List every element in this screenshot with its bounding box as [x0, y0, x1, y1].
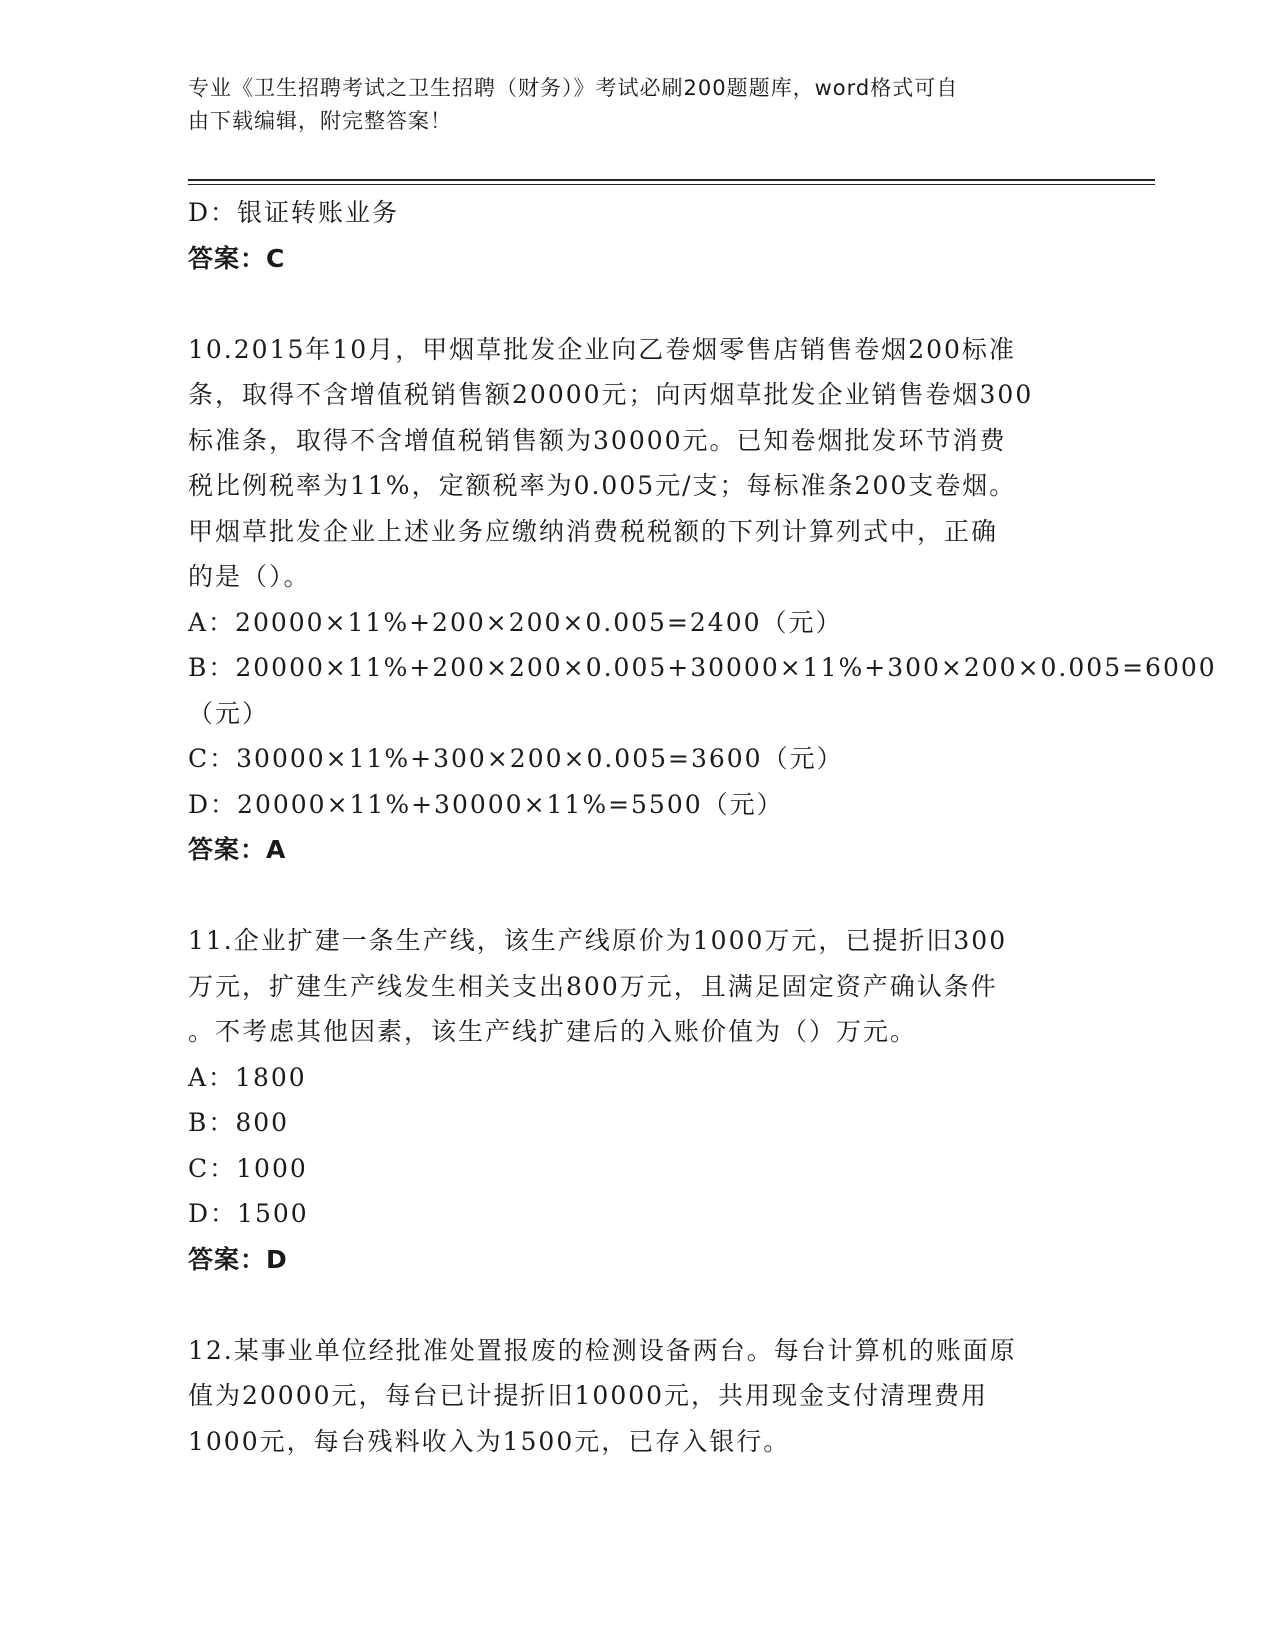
spacer	[188, 1282, 1088, 1328]
q10-option-d: D：20000×11%+30000×11%=5500（元）	[188, 789, 784, 819]
q12-stem-line: 值为20000元，每台已计提折旧10000元，共用现金支付清理费用	[188, 1381, 989, 1410]
header-line-2: 由下载编辑，附完整答案！	[188, 109, 452, 133]
q10-stem-line: 税比例税率为11%，定额税率为0.005元/支；每标准条200支卷烟。	[188, 471, 1017, 500]
header-rule-thick	[188, 179, 1155, 181]
q12-stem-line: 1000元，每台残料收入为1500元，已存入银行。	[188, 1426, 791, 1456]
spacer	[188, 873, 1088, 919]
page-header	[188, 72, 1068, 138]
q10-answer: 答案：A	[188, 835, 287, 864]
q11-option-c: C：1000	[188, 1153, 308, 1183]
q9-answer: 答案：C	[188, 243, 286, 273]
q12-stem-line: 12.某事业单位经批准处置报废的检测设备两台。每台计算机的账面原	[188, 1335, 1017, 1365]
q10-stem-line: 甲烟草批发企业上述业务应缴纳消费税税额的下列计算列式中，正确	[188, 516, 999, 546]
q10-stem-line: 的是（）。	[188, 562, 311, 591]
q11-option-b: B：800	[188, 1108, 290, 1137]
q10-option-b: B：20000×11%+200×200×0.005+30000×11%+300×200×0.005=6000	[188, 653, 1217, 682]
q11-stem-line: 11.企业扩建一条生产线，该生产线原价为1000万元，已提折旧300	[188, 926, 1008, 955]
document-body	[188, 190, 1217, 1464]
q11-stem-line: 万元，扩建生产线发生相关支出800万元，且满足固定资产确认条件	[188, 971, 998, 1001]
q11-option-a: A：1800	[188, 1062, 307, 1092]
q10-stem-line: 标准条，取得不含增值税销售额为30000元。已知卷烟批发环节消费	[188, 425, 1007, 455]
q11-stem-line: 。不考虑其他因素，该生产线扩建后的入账价值为（）万元。	[188, 1017, 918, 1046]
q10-stem-line: 10.2015年10月，甲烟草批发企业向乙卷烟零售店销售卷烟200标准	[188, 334, 1016, 364]
q10-stem-line: 条，取得不含增值税销售额20000元；向丙烟草批发企业销售卷烟300	[188, 380, 1034, 409]
spacer	[188, 281, 1088, 327]
q10-option-a: A：20000×11%+200×200×0.005=2400（元）	[188, 607, 843, 637]
header-rule-thin	[188, 184, 1155, 185]
q10-option-c: C：30000×11%+300×200×0.005=3600（元）	[188, 744, 844, 773]
q10-option-b-cont: （元）	[188, 698, 270, 728]
q11-answer: 答案：D	[188, 1244, 288, 1274]
header-line-1: 专业《卫生招聘考试之卫生招聘（财务）》考试必刷200题题库，word格式可自	[188, 76, 959, 100]
q11-option-d: D：1500	[188, 1199, 309, 1228]
q9-option-d: D：银证转账业务	[188, 198, 400, 227]
